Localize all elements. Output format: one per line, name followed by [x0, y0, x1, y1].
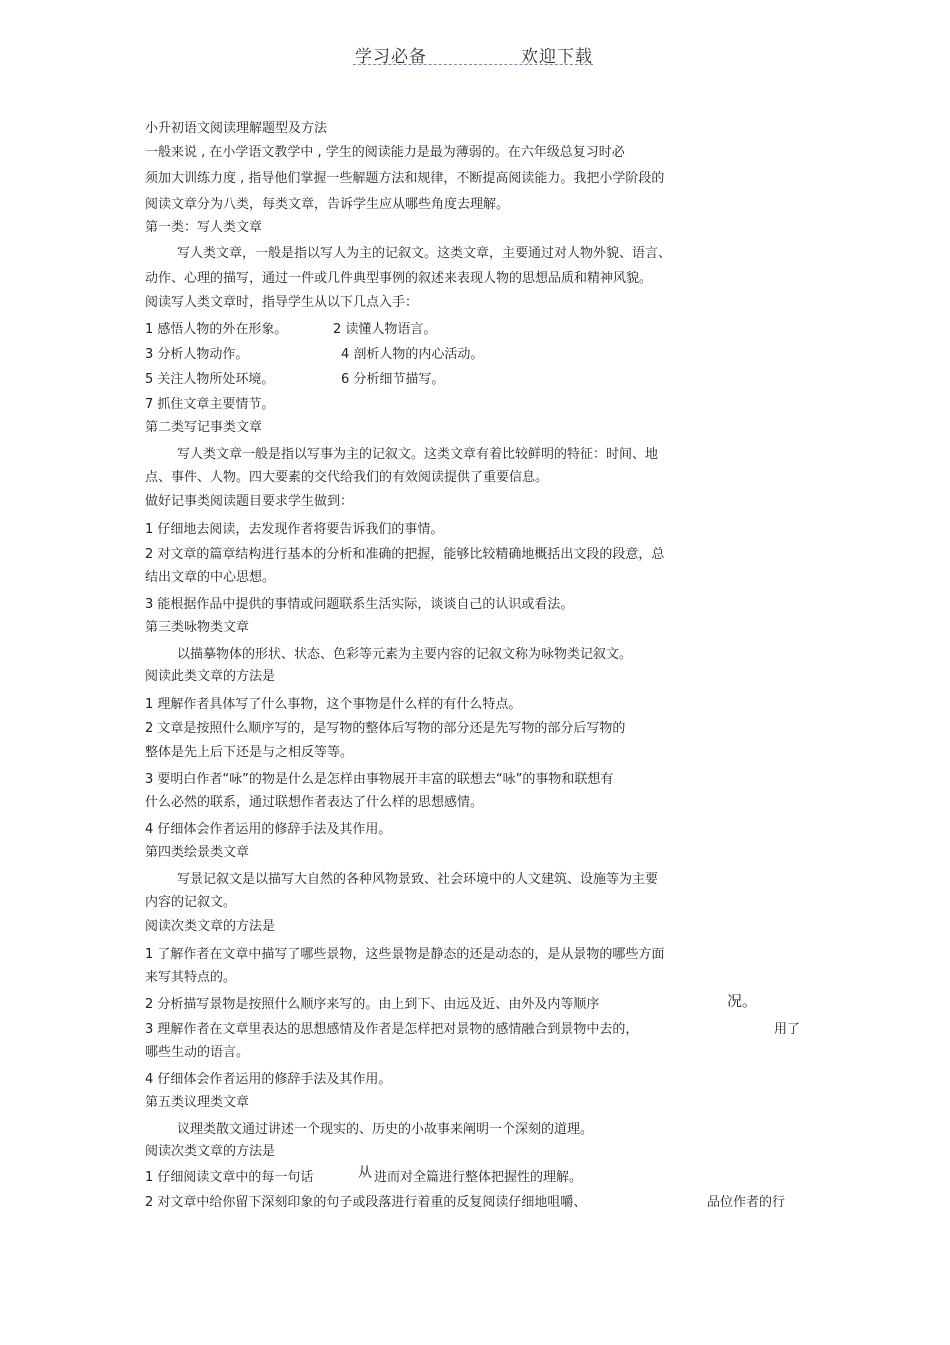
section-2-lead: 做好记事类阅读题目要求学生做到： — [145, 494, 354, 509]
section-3-item-3b: 什么必然的联系，通过联想作者表达了什么样的思想感情。 — [145, 795, 484, 810]
section-1-para-1: 写人类文章，一般是指以写人为主的记叙文。这类文章，主要通过对人物外貌、语言、 — [177, 246, 672, 261]
section-5-heading: 第五类议理类文章 — [145, 1095, 250, 1110]
section-2-para-2: 点、事件、人物。四大要素的交代给我们的有效阅读提供了重要信息。 — [145, 470, 549, 485]
section-1-lead: 阅读写人类文章时，指导学生从以下几点入手： — [145, 295, 419, 310]
section-1-point-2: 2 读懂人物语言。 — [333, 322, 437, 337]
section-5-item-2-tail: 品位作者的行 — [707, 1195, 786, 1210]
section-3-para: 以描摹物体的形状、状态、色彩等元素为主要内容的记叙文称为咏物类记叙文。 — [177, 647, 633, 662]
intro-line-2: 须加大训练力度 , 指导他们掌握一些解题方法和规律，不断提高阅读能力。我把小学阶段的 — [145, 171, 665, 186]
section-5-item-1-mark: 从 — [358, 1165, 372, 1181]
section-4-item-2: 2 分析描写景物是按照什么顺序来写的。由上到下、由远及近、由外及内等顺序 — [145, 997, 600, 1012]
section-1-point-1: 1 感悟人物的外在形象。 — [145, 322, 288, 337]
section-5-item-2: 2 对文章中给你留下深刻印象的句子或段落进行着重的反复阅读仔细地咀嚼、 — [145, 1195, 587, 1210]
section-3-item-1: 1 理解作者具体写了什么事物，这个事物是什么样的有什么特点。 — [145, 697, 522, 712]
section-4-item-3-tail: 用了 — [774, 1022, 801, 1037]
intro-line-1: 一般来说 , 在小学语文教学中 , 学生的阅读能力是最为薄弱的。在六年级总复习时必 — [145, 145, 625, 160]
section-2-heading: 第二类写记事类文章 — [145, 420, 263, 435]
section-3-item-2b: 整体是先上后下还是与之相反等等。 — [145, 745, 354, 760]
section-2-item-2a: 2 对文章的篇章结构进行基本的分析和准确的把握，能够比较精确地概括出文段的段意，总 — [145, 547, 665, 562]
section-1-heading: 第一类：写人类文章 — [145, 220, 263, 235]
section-1-point-4: 4 剖析人物的内心活动。 — [341, 347, 484, 362]
section-4-heading: 第四类绘景类文章 — [145, 845, 250, 860]
section-5-para: 议理类散文通过讲述一个现实的、历史的小故事来阐明一个深刻的道理。 — [177, 1122, 594, 1137]
header-right-text: 欢迎下载 — [521, 47, 593, 67]
section-3-item-3a: 3 要明白作者“咏”的物是什么是怎样由事物展开丰富的联想去“咏”的事物和联想有 — [145, 772, 614, 787]
section-1-point-3: 3 分析人物动作。 — [145, 347, 249, 362]
section-1-point-7: 7 抓住文章主要情节。 — [145, 397, 275, 412]
section-4-lead: 阅读次类文章的方法是 — [145, 919, 276, 934]
page-header — [353, 42, 593, 65]
section-4-item-1a: 1 了解作者在文章中描写了哪些景物，这些景物是静态的还是动态的，是从景物的哪些方面 — [145, 947, 665, 962]
header-left-text: 学习必备 — [355, 47, 427, 67]
section-4-item-3b: 哪些生动的语言。 — [145, 1045, 250, 1060]
section-2-item-3: 3 能根据作品中提供的事情或问题联系生活实际，谈谈自己的认识或看法。 — [145, 597, 574, 612]
section-4-item-3: 3 理解作者在文章里表达的思想感情及作者是怎样把对景物的感情融合到景物中去的， — [145, 1022, 639, 1037]
section-2-para-1: 写人类文章一般是指以写事为主的记叙文。这类文章有着比较鲜明的特征：时间、地 — [177, 447, 659, 462]
section-4-item-4: 4 仔细体会作者运用的修辞手法及其作用。 — [145, 1072, 392, 1087]
section-3-heading: 第三类咏物类文章 — [145, 620, 250, 635]
intro-line-3: 阅读文章分为八类，每类文章，告诉学生应从哪些角度去理解。 — [145, 197, 510, 212]
section-5-lead: 阅读次类文章的方法是 — [145, 1144, 276, 1159]
section-1-point-6: 6 分析细节描写。 — [341, 372, 445, 387]
section-1-point-5: 5 关注人物所处环境。 — [145, 372, 275, 387]
section-4-para-2: 内容的记叙文。 — [145, 895, 237, 910]
section-3-item-4: 4 仔细体会作者运用的修辞手法及其作用。 — [145, 822, 392, 837]
section-4-para-1: 写景记叙文是以描写大自然的各种风物景致、社会环境中的人文建筑、设施等为主要 — [177, 872, 659, 887]
section-4-item-1b: 来写其特点的。 — [145, 970, 237, 985]
section-5-item-1: 1 仔细阅读文章中的每一句话 — [145, 1170, 314, 1185]
section-2-item-1: 1 仔细地去阅读，去发现作者将要告诉我们的事情。 — [145, 522, 444, 537]
doc-title: 小升初语文阅读理解题型及方法 — [145, 121, 328, 136]
section-5-item-1-tail: 进而对全篇进行整体把握性的理解。 — [374, 1170, 583, 1185]
section-1-para-2: 动作、心理的描写，通过一件或几件典型事例的叙述来表现人物的思想品质和精神风貌。 — [145, 271, 653, 286]
section-3-item-2a: 2 文章是按照什么顺序写的，是写物的整体后写物的部分还是先写物的部分后写物的 — [145, 721, 626, 736]
section-4-item-2-tail: 况。 — [727, 992, 758, 1010]
section-3-lead: 阅读此类文章的方法是 — [145, 669, 276, 684]
section-2-item-2b: 结出文章的中心思想。 — [145, 570, 276, 585]
